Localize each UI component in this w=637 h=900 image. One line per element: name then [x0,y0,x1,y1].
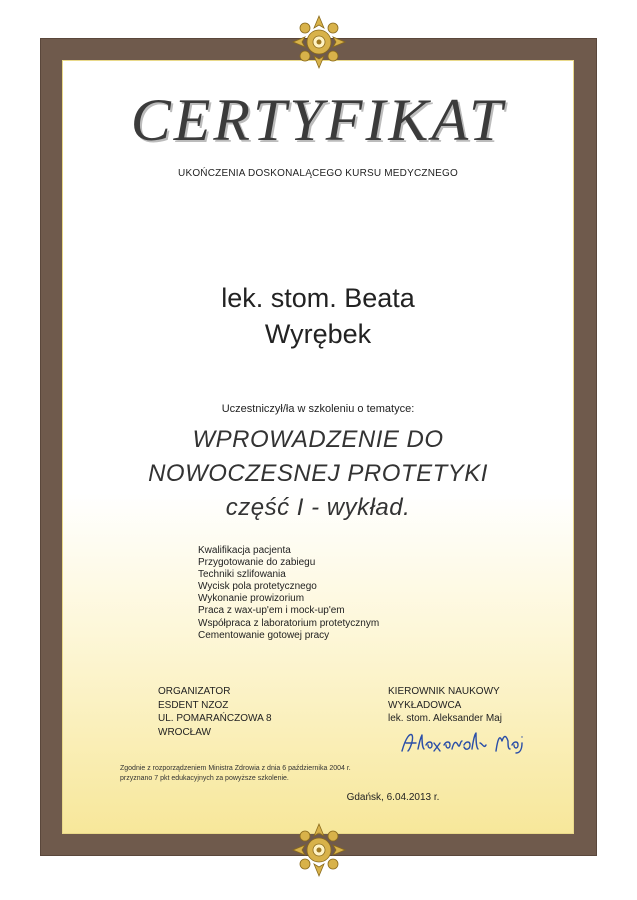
list-item: Wycisk pola protetycznego [198,581,317,593]
list-item: Techniki szlifowania [198,569,286,581]
list-item: Wykonanie prowizorium [198,593,305,605]
training-topic-line3: część I - wykład. [225,494,411,521]
ornament-top-icon [291,14,347,70]
certificate-subtitle: UKOŃCZENIA DOSKONALĄCEGO KURSU MEDYCZNEGO [178,168,458,179]
topic-list [198,545,379,642]
training-topic-line2: NOWOCZESNEJ PROTETYKI [148,460,488,487]
list-item: Przygotowanie do zabiegu [198,557,316,569]
signature-icon [398,729,528,755]
leader-heading-1: KIEROWNIK NAUKOWY [388,686,500,697]
organizer-heading: ORGANIZATOR [158,686,231,697]
place-date: Gdańsk, 6.04.2013 r. [346,792,440,803]
recipient-name-line1: lek. stom. Beata [221,283,415,313]
organizer-street: UL. POMARAŃCZOWA 8 [158,713,272,724]
recipient-name-line2: Wyrębek [264,319,372,349]
leader-heading-2: WYKŁADOWCA [388,699,462,711]
list-item: Praca z wax-up'em i mock-up'em [198,605,345,617]
leader-name: lek. stom. Aleksander Maj [388,713,502,724]
training-topic [70,423,566,525]
training-topic-line1: WPROWADZENIE DO [192,426,444,453]
legal-note-line2: przyznano 7 pkt edukacyjnych za powyższe szkolenie. [120,775,289,782]
list-item: Współpraca z laboratorium protetycznym [198,617,380,629]
certificate-title: CERTYFIKAT [130,87,506,153]
organizer-block [158,685,272,739]
legal-note-line1: Zgodnie z rozporządzeniem Ministra Zdrowia z dnia 6 października 2004 r. [120,765,351,772]
ornament-bottom-icon [291,822,347,878]
organizer-city: WROCŁAW [158,726,211,738]
list-item: Cementowanie gotowej pracy [198,629,330,641]
list-item: Kwalifikacja pacjenta [198,545,291,556]
leader-block [388,685,502,726]
recipient-name [70,280,566,352]
organizer-name: ESDENT NZOZ [158,699,229,711]
legal-note [120,764,351,784]
training-intro: Uczestniczył/ła w szkoleniu o tematyce: [221,403,415,415]
